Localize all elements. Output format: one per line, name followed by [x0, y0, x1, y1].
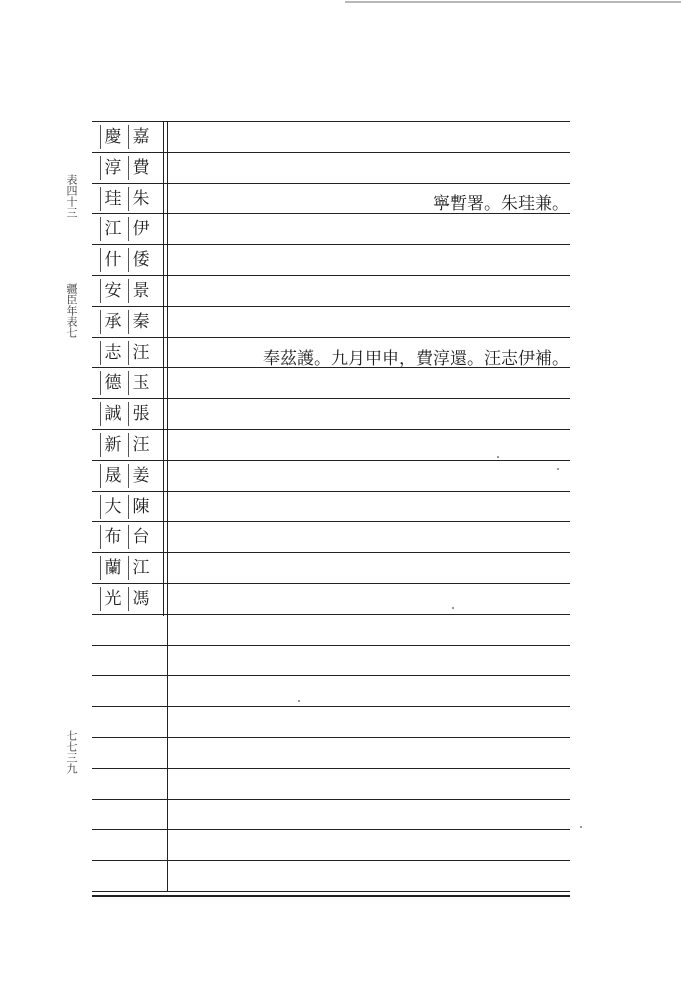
row-rule	[92, 737, 570, 738]
name-char: 費	[128, 156, 153, 180]
name-char: 朱	[128, 187, 153, 211]
row-rule	[92, 706, 570, 707]
row-rule	[92, 891, 570, 892]
name-cell	[96, 400, 160, 430]
name-cell	[96, 277, 160, 307]
name-char: 姜	[128, 464, 153, 488]
name-char: 秦	[128, 310, 153, 334]
row-rule	[92, 799, 570, 800]
name-char: 珪	[100, 187, 125, 211]
name-char: 安	[100, 279, 125, 303]
name-char: 江	[128, 556, 153, 580]
name-char: 江	[100, 217, 125, 241]
name-char: 張	[128, 402, 153, 426]
name-cell	[96, 154, 160, 184]
entry-row-3-text: 寧暫署。朱珪兼。	[433, 194, 569, 214]
page-number-text: 七七三九	[65, 730, 78, 774]
row-rule	[92, 829, 570, 830]
bottom-rule	[92, 895, 570, 897]
speck	[557, 468, 559, 470]
name-char: 汪	[128, 433, 153, 457]
name-char: 承	[100, 310, 125, 334]
name-char: 台	[128, 525, 153, 549]
entry-row-3	[433, 191, 569, 217]
name-char: 慶	[100, 125, 125, 149]
name-cell	[96, 554, 160, 584]
name-cell	[96, 339, 160, 369]
name-cell	[96, 369, 160, 399]
name-cell	[96, 431, 160, 461]
column-rule	[167, 121, 168, 891]
row-rule	[92, 860, 570, 861]
name-char: 新	[100, 433, 125, 457]
speck	[452, 607, 454, 609]
name-char: 德	[100, 371, 125, 395]
row-rule	[92, 645, 570, 646]
name-char: 什	[100, 248, 125, 272]
name-cell	[96, 246, 160, 276]
name-char: 嘉	[128, 125, 153, 149]
speck	[497, 456, 499, 458]
table-label	[64, 174, 80, 218]
table-label-text: 表四十三	[65, 174, 78, 218]
name-char: 蘭	[100, 556, 125, 580]
name-char: 馮	[128, 587, 153, 611]
name-char: 光	[100, 587, 125, 611]
section-label	[64, 283, 80, 338]
name-cell	[96, 215, 160, 245]
entry-row-8-text: 奉茲護。九月甲申，費淳還。汪志伊補。	[263, 349, 569, 369]
name-cell	[96, 185, 160, 215]
speck	[580, 826, 582, 828]
name-cell	[96, 585, 160, 615]
row-rule	[92, 675, 570, 676]
name-char: 倭	[128, 248, 153, 272]
name-char: 大	[100, 495, 125, 519]
page-number	[64, 730, 80, 774]
name-cell	[96, 123, 160, 153]
row-rule	[92, 768, 570, 769]
section-label-text: 疆臣年表七	[65, 283, 78, 338]
name-cell	[96, 308, 160, 338]
name-char: 景	[128, 279, 153, 303]
name-char: 淳	[100, 156, 125, 180]
speck	[298, 700, 300, 702]
name-cell	[96, 523, 160, 553]
name-char: 伊	[128, 217, 153, 241]
column-rule	[163, 121, 164, 616]
name-char: 陳	[128, 495, 153, 519]
name-char: 誠	[100, 402, 125, 426]
name-char: 志	[100, 341, 125, 365]
name-char: 布	[100, 525, 125, 549]
top-rule	[345, 1, 681, 3]
name-char: 晟	[100, 464, 125, 488]
entry-row-8	[263, 346, 569, 372]
name-char: 汪	[128, 341, 153, 365]
name-cell	[96, 462, 160, 492]
name-char: 玉	[128, 371, 153, 395]
name-cell	[96, 493, 160, 523]
